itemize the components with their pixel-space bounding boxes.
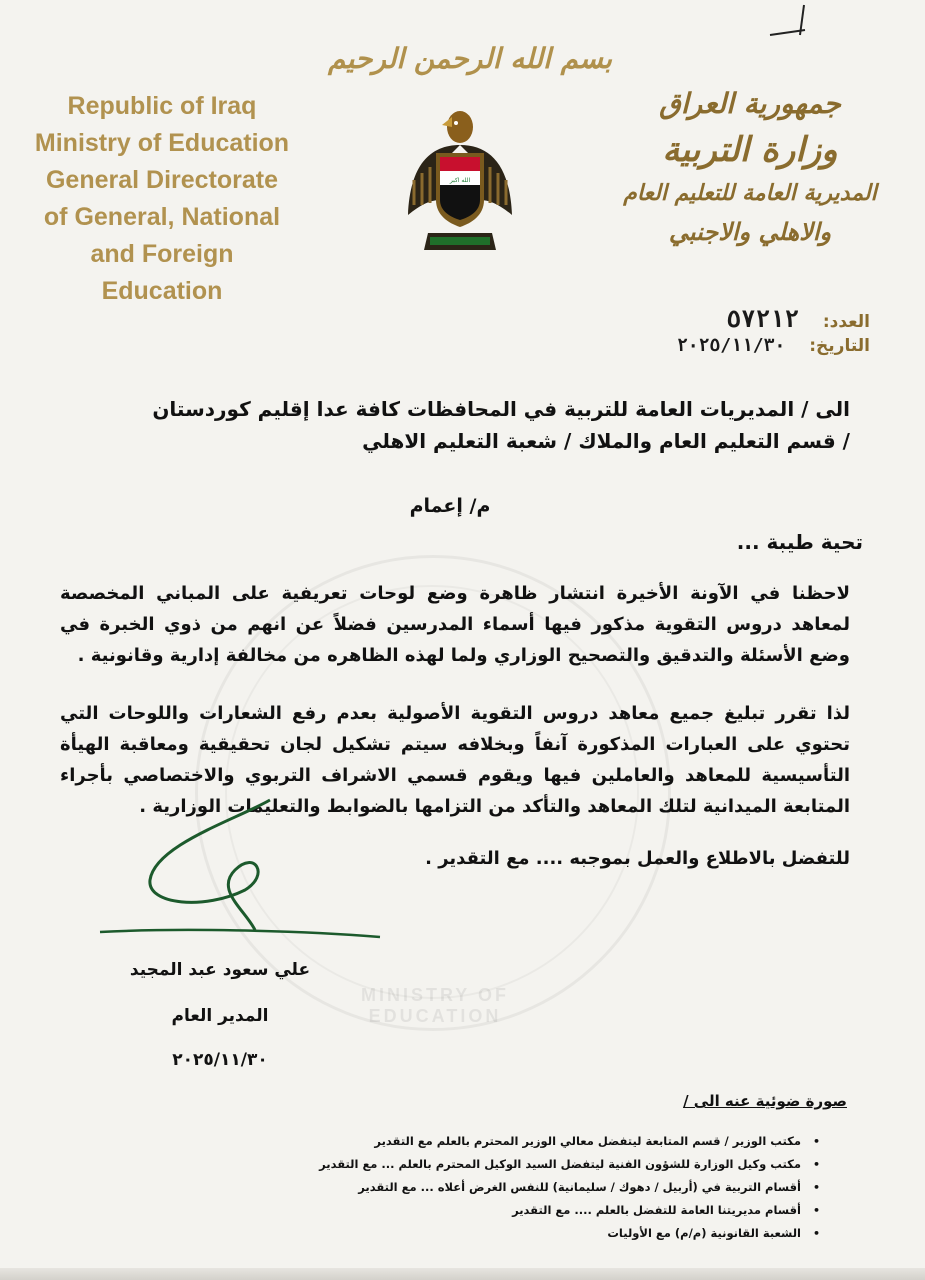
iraq-eagle-emblem-icon [400, 105, 520, 265]
date-label: التاريخ: [809, 336, 870, 356]
greeting: تحية طيبة ... [736, 530, 863, 554]
english-letterhead [28, 88, 296, 310]
date-row [610, 335, 870, 356]
cc-item: • الشعبة القانونية (م/م) مع الأوليات [300, 1222, 820, 1245]
page-bottom-edge [0, 1268, 925, 1280]
date-value: ٢٠٢٥/١١/٣٠ [676, 335, 786, 356]
cc-list [300, 1130, 820, 1245]
paragraph-2: لذا تقرر تبليغ جميع معاهد دروس التقوية الأصولية بعدم رفع الشعارات واللوحات التي تحتوي على العبارات المذكورة آنفاً وبخلافه سيتم تشكيل لجان تحقيقية ومعاقبة الهيأة التأسيسية للمعاهد والعاملين فيها ويقوم قسمي الاشراف التربوي والاختصاصي بأجراء المتابعة الميدانية لتلك المعاهد والتأكد من التزامها بالضوابط والتعليمات الوزارية . [60, 703, 850, 817]
subject: م/ إعمام [409, 495, 491, 517]
number-row [610, 305, 870, 333]
bismillah: بسم الله الرحمن الرحيم [328, 42, 612, 75]
cc-heading: صورة ضوئية عنه الى / [683, 1092, 847, 1110]
en-line: and Foreign Education [90, 240, 234, 305]
en-line: of General, National [43, 203, 281, 231]
signatory-name: علي سعود عبد المجيد [129, 960, 311, 980]
cc-item: • مكتب وكيل الوزارة للشؤون الفنية ليتفضل السيد الوكيل المحترم بالعلم ... مع التقدير [300, 1153, 820, 1176]
ar-line: وزارة التربية [662, 130, 838, 170]
closing: للتفضل بالاطلاع والعمل بموجبه .... مع التقدير . [425, 848, 850, 869]
cc-item: • مكتب الوزير / قسم المتابعة ليتفضل معالي الوزير المحترم بالعلم مع التقدير [300, 1130, 820, 1153]
cc-item: • أقسام التربية في (أربيل / دهوك / سليمانية) للنفس الغرض أعلاه ... مع التقدير [300, 1176, 820, 1199]
ar-line: جمهورية العراق [659, 87, 841, 120]
watermark-text: MINISTRY OF EDUCATION [360, 985, 509, 1026]
handwritten-signature [95, 790, 385, 950]
ar-line: والاهلي والاجنبي [668, 217, 832, 246]
en-line: General Directorate [45, 166, 279, 194]
signature-block [90, 955, 350, 1075]
emblem-label: الله اكبر [449, 177, 471, 184]
en-line: Ministry of Education [34, 129, 290, 157]
arabic-letterhead [610, 82, 890, 252]
cc-item: • أقسام مديريتنا العامة للتفضل بالعلم .... مع التقدير [300, 1199, 820, 1222]
number-value: ٥٧٢١٢ [726, 305, 799, 333]
en-line: Republic of Iraq [67, 92, 257, 120]
corner-mark [760, 0, 810, 40]
signature-date: ٢٠٢٥/١١/٣٠ [172, 1050, 268, 1070]
recipient: الى / المديريات العامة للتربية في المحافظات كافة عدا إقليم كوردستان / قسم التعليم العام والملاك / شعبة التعليم الاهلي [152, 397, 850, 453]
paragraph-1: لاحظنا في الآونة الأخيرة انتشار ظاهرة وضع لوحات تعريفية على المباني المخصصة لمعاهد دروس التقوية مذكور فيها أسماء المدرسين فضلاً عن انهم من ذوي الخبرة في وضع الأسئلة والتدقيق والتصحيح الوزاري ولما لهذه الظاهره من مخالفة إدارية وقانونية . [60, 583, 850, 666]
number-label: العدد: [822, 312, 870, 332]
ar-line: المديرية العامة للتعليم العام [623, 180, 877, 206]
signatory-title: المدير العام [171, 1006, 269, 1026]
